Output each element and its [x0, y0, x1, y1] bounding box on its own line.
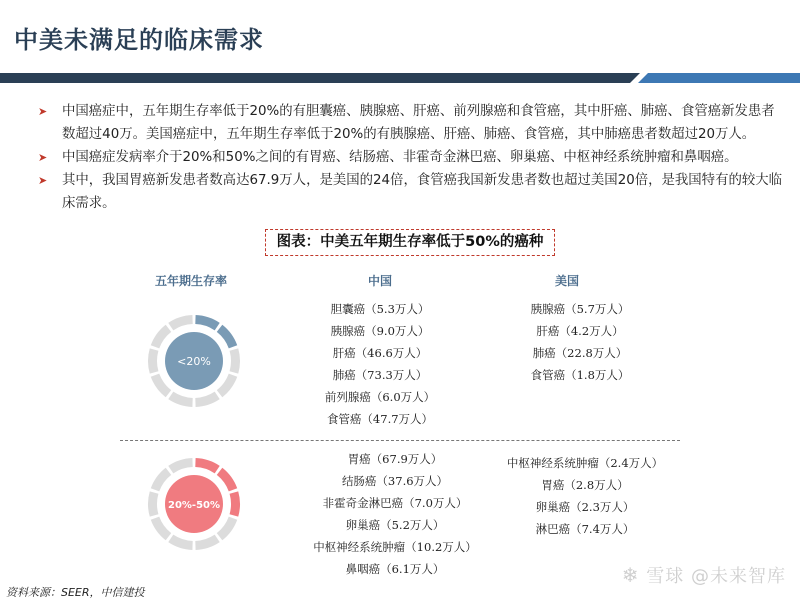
gauge-segment — [148, 348, 158, 373]
list-item: 肝癌（46.6万人） — [332, 346, 428, 360]
section-divider — [120, 440, 680, 441]
figure-caption: 图表：中美五年期生存率低于50%的癌种 — [265, 229, 555, 256]
column-header-china: 中国 — [368, 274, 393, 288]
watermark-text: 雪球 @未来智库 — [646, 566, 786, 587]
gauge-segment — [168, 315, 192, 330]
list-item: 胆囊癌（5.3万人） — [330, 302, 430, 316]
gauge-segment — [151, 468, 171, 492]
list-item: 中枢神经系统肿瘤（2.4万人） — [506, 456, 664, 470]
china-list-mid — [300, 448, 490, 580]
survival-gauge-mid — [146, 456, 242, 552]
list-item: 食管癌（47.7万人） — [326, 412, 434, 426]
china-list-low — [305, 298, 455, 430]
gauge-segment — [151, 374, 171, 398]
list-item: 前列腺癌（6.0万人） — [324, 390, 436, 404]
gauge-segment — [151, 325, 171, 349]
list-item: 非霍奇金淋巴癌（7.0万人） — [322, 496, 468, 510]
list-item: 卵巢癌（5.2万人） — [345, 518, 445, 532]
bullet-item — [38, 100, 786, 146]
gauge-segment — [168, 535, 192, 550]
list-item: 肝癌（4.2万人） — [536, 324, 624, 338]
gauge-segment — [195, 315, 219, 330]
list-item: 结肠癌（37.6万人） — [341, 474, 449, 488]
list-item: 胃癌（67.9万人） — [347, 452, 443, 466]
gauge-segment — [217, 325, 237, 349]
list-item: 胰腺癌（5.7万人） — [530, 302, 630, 316]
list-item: 中枢神经系统肿瘤（10.2万人） — [313, 540, 477, 554]
bullet-arrow-icon: ➤ — [38, 105, 48, 118]
bullet-text: 中国癌症中，五年期生存率低于20%的有胆囊癌、胰腺癌、肝癌、前列腺癌和食管癌，其中肝癌、肺癌、食管癌新发患者数超过40万。美国癌症中，五年期生存率低于20%的有胰腺癌、肝癌、肺癌、食管癌，其中肺癌患者数超过20万人。 — [62, 104, 775, 142]
gauge-segment — [195, 392, 219, 407]
list-item: 胰腺癌（9.0万人） — [330, 324, 430, 338]
gauge-segment — [168, 392, 192, 407]
list-item: 鼻咽癌（6.1万人） — [345, 562, 445, 576]
list-item: 胃癌（2.8万人） — [541, 478, 629, 492]
column-header-us: 美国 — [555, 274, 580, 288]
gauge-segment — [151, 517, 171, 541]
gauge-segment — [230, 491, 240, 516]
bullet-arrow-icon: ➤ — [38, 151, 48, 164]
column-header-survival: 五年期生存率 — [155, 274, 228, 288]
gauge-segment — [148, 491, 158, 516]
gauge-segment — [195, 458, 219, 473]
bullet-item — [38, 146, 786, 169]
gauge-label: 20%-50% — [167, 500, 221, 511]
bullet-item — [38, 169, 786, 215]
list-item: 肺癌（22.8万人） — [532, 346, 628, 360]
gauge-segment — [217, 374, 237, 398]
gauge-segment — [217, 468, 237, 492]
bullet-arrow-icon: ➤ — [38, 174, 48, 187]
snowball-logo-icon: ❄ — [621, 563, 640, 587]
gauge-label: <20% — [177, 355, 211, 368]
source-note: 资料来源：SEER，中信建投 — [6, 586, 145, 599]
list-item: 食管癌（1.8万人） — [530, 368, 630, 382]
gauge-segment — [217, 517, 237, 541]
gauge-segment — [195, 535, 219, 550]
gauge-segment — [168, 458, 192, 473]
page-title: 中美未满足的临床需求 — [14, 26, 264, 54]
us-list-low — [505, 298, 655, 386]
us-list-mid — [495, 452, 675, 540]
watermark — [622, 562, 786, 588]
list-item: 肺癌（73.3万人） — [332, 368, 428, 382]
gauge-segment — [230, 348, 240, 373]
bullet-text: 中国癌症发病率介于20%和50%之间的有胃癌、结肠癌、非霍奇金淋巴癌、卵巢癌、中枢神经系统肿瘤和鼻咽癌。 — [62, 150, 738, 165]
survival-gauge-low — [146, 313, 242, 409]
bullet-text: 其中，我国胃癌新发患者数高达67.9万人，是美国的24倍，食管癌我国新发患者数也超过美国20倍，是我国特有的较大临床需求。 — [62, 173, 783, 211]
bullet-list — [38, 100, 786, 215]
list-item: 淋巴癌（7.4万人） — [535, 522, 635, 536]
title-divider-bar — [0, 73, 800, 83]
list-item: 卵巢癌（2.3万人） — [535, 500, 635, 514]
